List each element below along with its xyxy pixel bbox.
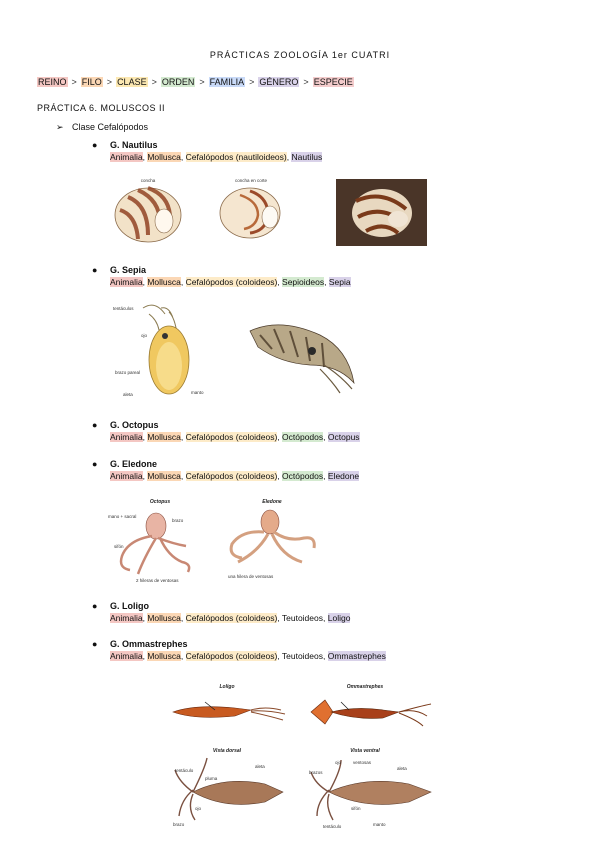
legend-separator: > [71,77,77,87]
eledone-header: Eledone [262,499,282,505]
taxon-reino: Animalia [110,613,143,623]
sepia-label: ojo [141,333,148,338]
genus-name: G. Loligo [110,601,149,611]
legend-separator: > [303,77,309,87]
taxonomy-line: Animalia, Mollusca, Cefalópodos (coloideos), Sepioideos, Sepia [110,277,351,287]
taxonomy-line: Animalia, Mollusca, Cefalópodos (coloideos), Octópodos, Eledone [110,471,360,481]
class-heading-text: Clase Cefalópodos [72,122,149,132]
genus-heading [92,420,159,430]
view-header: Vista ventral [350,748,380,754]
taxon-orden: Teutoideos [281,613,323,623]
legend-orden: ORDEN [161,77,195,87]
ventral-label: aleta [397,766,407,771]
genus-name: G. Eledone [110,459,158,469]
sepia-label: manto [191,390,204,395]
bullet-icon: ● [92,639,98,649]
taxon-clase: Cefalópodos (coloideos) [185,432,278,442]
nautilus-photo [336,179,427,246]
genus-heading [92,140,158,150]
taxon-clase: Cefalópodos (coloideos) [185,277,278,287]
sepia-illustration [240,313,358,395]
octopus-label: brazo [172,518,184,523]
bullet-icon: ● [92,420,98,430]
taxon-reino: Animalia [110,471,143,481]
genus-heading [92,639,188,649]
taxon-clase: Cefalópodos (coloideos) [185,613,278,623]
taxon-clase: Cefalópodos (coloideos) [185,471,278,481]
legend-separator: > [106,77,113,87]
nautilus-section-figure [212,175,290,243]
genus-name: G. Ommastrephes [110,639,188,649]
taxon-filo: Mollusca [147,152,181,162]
ventral-label: ojo [335,760,342,765]
sepia-diagram [113,300,213,400]
legend-reino: REINO [38,77,67,87]
taxon-reino: Animalia [110,152,143,162]
ventral-label: brazos [309,770,323,775]
genus-name: G. Nautilus [110,140,158,150]
taxon-filo: Mollusca [147,277,181,287]
sepia-label: tentáculos [113,306,134,311]
genus-name: G. Sepia [110,265,147,275]
document-title: PRÁCTICAS ZOOLOGÍA 1er CUATRI [209,50,391,60]
octopus-label: mano + sacral [108,514,137,519]
taxon-clase: Cefalópodos (coloideos) [185,651,278,661]
genus-heading [92,459,157,469]
sepia-label: brazo pareal [115,370,141,375]
legend-separator: > [249,77,255,87]
octopus-diagram [108,496,198,584]
octopus-label: 2 hileras de ventosas [136,578,179,583]
taxon-genero: Loligo [327,613,351,623]
taxon-orden: Teutoideos [281,651,323,661]
legend-filo: FILO [81,77,102,87]
squid-comparison-figure [165,680,440,828]
octopus-label: sifón [114,544,124,549]
bullet-icon: ● [92,459,98,469]
nautilus-shell-figure [108,175,188,245]
bullet-icon: ● [92,601,98,611]
dorsal-label: ojo [195,806,202,811]
taxon-genero: Nautilus [291,152,323,162]
dorsal-label: brazo [173,822,185,827]
figure-caption: concha [140,178,156,183]
taxonomy-line: Animalia, Mollusca, Cefalópodos (coloideos), Octópodos, Octopus [110,432,360,442]
taxon-orden: Sepioideos [282,277,325,287]
ventral-label: manto [373,822,386,827]
ventral-label: ventosas [353,760,372,765]
eledone-label: una hilera de ventosas [228,574,274,579]
squid-header: Loligo [219,684,235,690]
taxon-reino: Animalia [110,432,143,442]
eledone-diagram [218,496,326,584]
taxon-orden: Octópodos [282,432,324,442]
octopus-header: Octopus [149,499,171,505]
squid-header: Ommastrephes [346,684,384,690]
taxon-genero: Octopus [327,432,360,442]
arrow-bullet-icon: ➢ [56,122,64,132]
legend-separator: > [151,77,157,87]
legend-especie: ESPECIE [313,77,353,87]
genus-name: G. Octopus [110,420,159,430]
figure-caption: concha en corte [234,178,268,183]
taxon-genero: Sepia [328,277,351,287]
legend-familia: FAMILIA [209,77,245,87]
taxonomy-legend [37,77,354,87]
taxon-genero: Eledone [327,471,360,481]
ventral-label: sifón [351,806,361,811]
taxon-filo: Mollusca [147,471,181,481]
dorsal-label: tentáculo [175,768,194,773]
legend-genero: GÉNERO [259,77,299,87]
taxonomy-line: Animalia, Mollusca, Cefalópodos (coloideos), Teutoideos, Loligo [110,613,351,623]
practice-heading: PRÁCTICA 6. MOLUSCOS II [37,103,166,113]
dorsal-label: aleta [255,764,265,769]
genus-heading [92,265,146,275]
taxonomy-line: Animalia, Mollusca, Cefalópodos (coloideos), Teutoideos, Ommastrephes [110,651,386,661]
taxon-reino: Animalia [110,277,143,287]
taxon-filo: Mollusca [147,432,181,442]
class-heading [56,122,148,133]
taxonomy-line: Animalia, Mollusca, Cefalópodos (nautiloideos), Nautilus [110,152,323,162]
taxon-genero: Ommastrephes [327,651,386,661]
bullet-icon: ● [92,140,98,150]
taxon-filo: Mollusca [147,651,181,661]
taxon-filo: Mollusca [147,613,181,623]
genus-heading [92,601,149,611]
sepia-label: aleta [123,392,133,397]
bullet-icon: ● [92,265,98,275]
legend-separator: > [199,77,205,87]
view-header: Vista dorsal [212,748,242,754]
legend-clase: CLASE [117,77,147,87]
dorsal-label: pluma [205,776,218,781]
taxon-reino: Animalia [110,651,143,661]
taxon-orden: Octópodos [282,471,324,481]
taxon-clase: Cefalópodos (nautiloideos) [185,152,287,162]
ventral-label: tentáculo [323,824,342,828]
